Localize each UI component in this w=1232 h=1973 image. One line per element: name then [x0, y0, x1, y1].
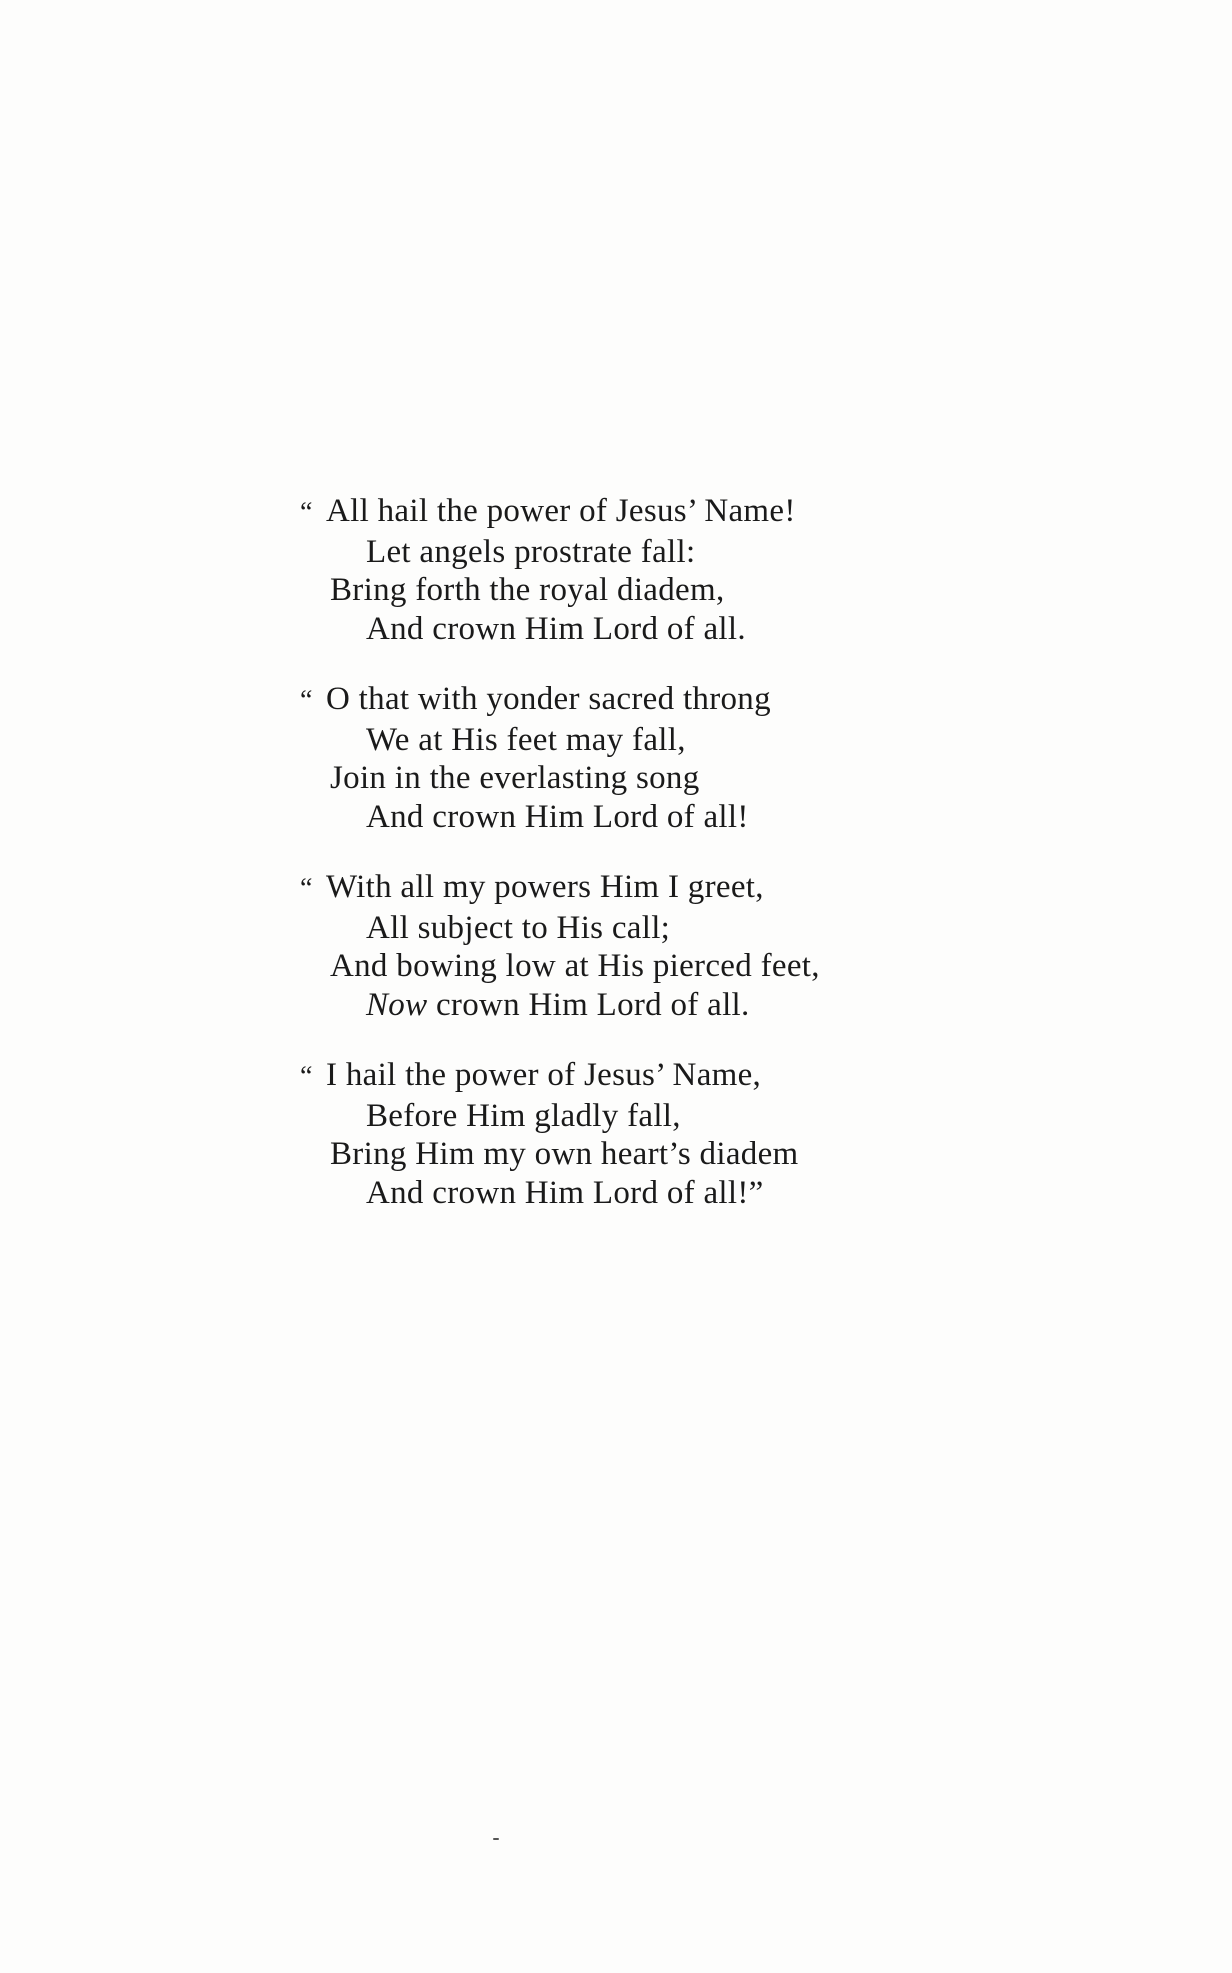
open-quote: “ [300, 497, 313, 528]
poem-line: And bowing low at His pierced feet, [330, 948, 820, 984]
poem [300, 492, 1060, 1244]
poem-line: All subject to His call; [366, 909, 671, 946]
poem-line: And crown Him Lord of all!” [366, 1174, 764, 1211]
poem-line: And crown Him Lord of all! [366, 798, 749, 835]
poem-line: Let angels prostrate fall: [366, 533, 696, 570]
poem-line: Bring forth the royal diadem, [330, 572, 725, 608]
poem-line [300, 492, 1060, 533]
line-text: With all my powers Him I greet, [326, 869, 764, 905]
line-text: I hail the power of Jesus’ Name, [326, 1057, 762, 1093]
poem-line: Bring Him my own heart’s diadem [330, 1136, 799, 1172]
poem-line: We at His feet may fall, [366, 721, 686, 758]
open-quote: “ [300, 685, 313, 716]
poem-line: Join in the everlasting song [330, 760, 700, 796]
open-quote: “ [300, 873, 313, 904]
line-text: O that with yonder sacred throng [326, 681, 771, 717]
poem-line [300, 986, 1060, 1025]
italic-word: Now [366, 986, 428, 1023]
stanza-1 [300, 492, 1060, 648]
poem-line [300, 1056, 1060, 1097]
open-quote: “ [300, 1061, 313, 1092]
line-text: crown Him Lord of all. [427, 986, 750, 1023]
line-text: All hail the power of Jesus’ Name! [326, 493, 796, 529]
poem-line: Before Him gladly fall, [366, 1097, 681, 1134]
poem-line: And crown Him Lord of all. [366, 610, 746, 647]
poem-line [300, 680, 1060, 721]
poem-line [300, 868, 1060, 909]
ink-speck [493, 1838, 499, 1840]
stanza-3 [300, 868, 1060, 1024]
stanza-2 [300, 680, 1060, 836]
stanza-4 [300, 1056, 1060, 1212]
